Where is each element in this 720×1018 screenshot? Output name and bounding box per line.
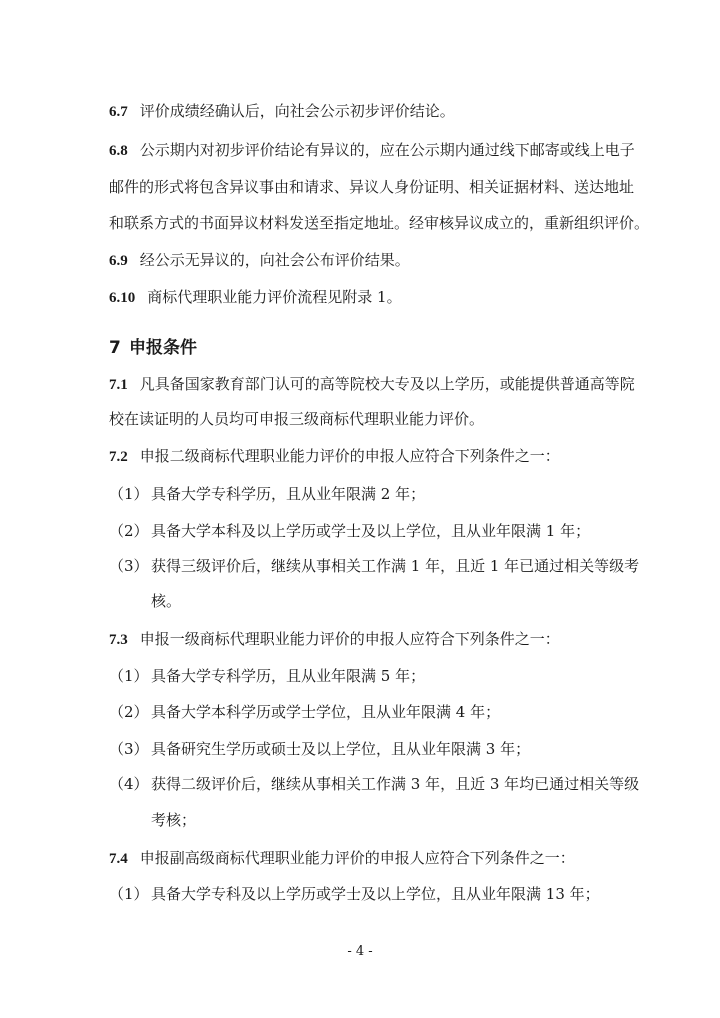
clause-6-7 bbox=[109, 101, 455, 122]
clause-text: 商标代理职业能力评价流程见附录 1。 bbox=[147, 288, 402, 306]
clause-number: 7.3 bbox=[109, 632, 128, 648]
item-text: 具备大学本科学历或学士学位，且从业年限满 4 年； bbox=[151, 703, 501, 721]
item-number: （3） bbox=[109, 557, 149, 575]
item-text: 具备大学专科学历，且从业年限满 2 年； bbox=[151, 485, 426, 503]
item-text: 获得二级评价后，继续从事相关工作满 3 年，且近 3 年均已通过相关等级 bbox=[151, 775, 640, 793]
item-number: （1） bbox=[109, 667, 149, 685]
list-item bbox=[109, 484, 425, 504]
clause-number: 6.9 bbox=[109, 253, 128, 269]
clause-number: 7.1 bbox=[109, 377, 128, 393]
item-text: 具备研究生学历或硕士及以上学位，且从业年限满 3 年； bbox=[151, 740, 531, 758]
list-item bbox=[109, 702, 500, 722]
clause-number: 6.10 bbox=[109, 290, 136, 306]
item-number: （1） bbox=[109, 485, 149, 503]
item-text-cont: 考核； bbox=[151, 811, 197, 829]
section-heading bbox=[109, 333, 197, 358]
clause-text: 申报一级商标代理职业能力评价的申报人应符合下列条件之一： bbox=[139, 630, 560, 648]
list-item bbox=[109, 556, 639, 576]
clause-text: 公示期内对初步评价结论有异议的，应在公示期内通过线下邮寄或线上电子 bbox=[139, 141, 635, 159]
list-item bbox=[109, 884, 600, 904]
item-number: （2） bbox=[109, 703, 149, 721]
clause-text-cont: 校在读证明的人员均可申报三级商标代理职业能力评价。 bbox=[109, 410, 485, 428]
clause-text: 申报二级商标代理职业能力评价的申报人应符合下列条件之一： bbox=[139, 447, 560, 465]
item-number: （1） bbox=[109, 885, 149, 903]
clause-7-1 bbox=[109, 374, 635, 395]
clause-number: 7.4 bbox=[109, 851, 128, 867]
section-title: 申报条件 bbox=[129, 338, 197, 358]
clause-text: 申报副高级商标代理职业能力评价的申报人应符合下列条件之一： bbox=[139, 849, 575, 867]
clause-text-cont: 和联系方式的书面异议材料发送至指定地址。经审核异议成立的，重新组织评价。 bbox=[109, 214, 650, 232]
clause-number: 6.7 bbox=[109, 104, 128, 120]
page-number: - 4 - bbox=[347, 944, 373, 959]
clause-number: 6.8 bbox=[109, 143, 128, 159]
item-text: 具备大学专科及以上学历或学士及以上学位，且从业年限满 13 年； bbox=[151, 885, 600, 903]
clause-7-3 bbox=[109, 629, 560, 650]
clause-6-8 bbox=[109, 140, 635, 161]
clause-6-9 bbox=[109, 250, 410, 271]
item-text: 获得三级评价后，继续从事相关工作满 1 年，且近 1 年已通过相关等级考 bbox=[151, 557, 640, 575]
section-number: 7 bbox=[109, 338, 121, 358]
list-item bbox=[109, 774, 639, 794]
item-number: （4） bbox=[109, 775, 149, 793]
clause-6-10 bbox=[109, 287, 402, 308]
clause-text: 评价成绩经确认后，向社会公示初步评价结论。 bbox=[139, 102, 455, 120]
list-item bbox=[109, 521, 590, 541]
clause-number: 7.2 bbox=[109, 449, 128, 465]
clause-text: 凡具备国家教育部门认可的高等院校大专及以上学历，或能提供普通高等院 bbox=[139, 375, 635, 393]
clause-7-2 bbox=[109, 446, 560, 467]
list-item bbox=[109, 666, 425, 686]
item-number: （3） bbox=[109, 740, 149, 758]
clause-text: 经公示无异议的，向社会公布评价结果。 bbox=[139, 251, 410, 269]
item-text-cont: 核。 bbox=[151, 592, 182, 610]
item-number: （2） bbox=[109, 522, 149, 540]
clause-text-cont: 邮件的形式将包含异议事由和请求、异议人身份证明、相关证据材料、送达地址 bbox=[109, 178, 635, 196]
item-text: 具备大学专科学历，且从业年限满 5 年； bbox=[151, 667, 426, 685]
clause-7-4 bbox=[109, 848, 575, 869]
list-item bbox=[109, 739, 530, 759]
item-text: 具备大学本科及以上学历或学士及以上学位，且从业年限满 1 年； bbox=[151, 522, 591, 540]
